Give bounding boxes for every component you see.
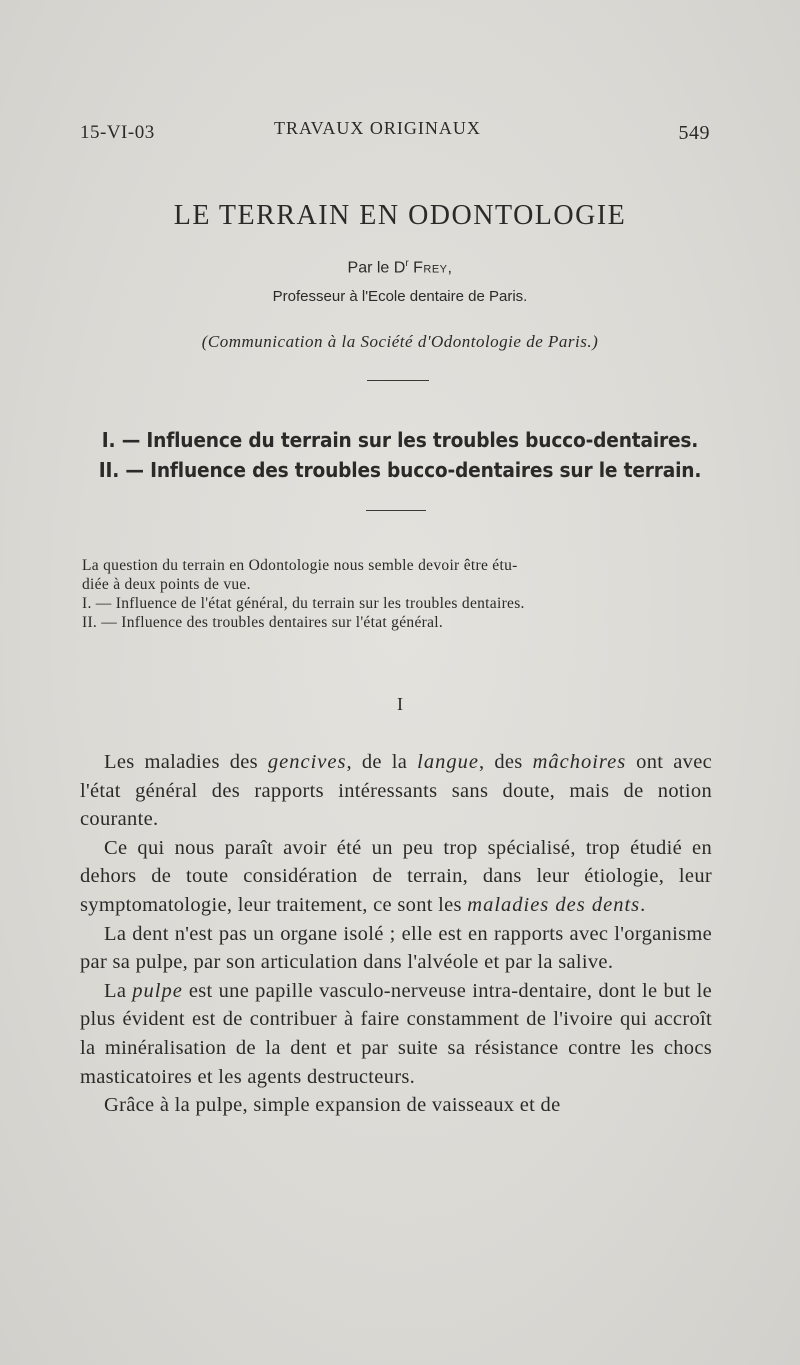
text-run: Les maladies des — [104, 751, 268, 773]
italic-term: pulpe — [132, 979, 183, 1002]
communication-note: (Communication à la Société d'Odontologie de Paris.) — [201, 332, 599, 351]
divider — [367, 380, 429, 381]
body-text — [80, 748, 712, 1120]
author-name: Frey, — [413, 259, 453, 277]
divider — [366, 510, 426, 511]
intro-line: II. — Influence des troubles dentaires sur l'état général. — [82, 614, 444, 631]
text-run: . — [640, 893, 646, 916]
author-prefix: Par le D — [347, 259, 406, 277]
author-line — [0, 258, 800, 277]
text-run: , de la — [346, 751, 418, 773]
intro-line: I. — Influence de l'état général, du terrain sur les troubles dentaires. — [82, 595, 525, 612]
page-number: 549 — [678, 122, 710, 144]
text-run: ont avec l'état général des rapports intéressants sans doute, mais de notion courante. — [80, 751, 712, 831]
paragraph — [80, 748, 712, 834]
paragraph: La dent n'est pas un organe isolé ; elle est en rapports avec l'organisme par sa pulpe, par son articulation dans l'alvéole et par la salive. — [80, 922, 712, 974]
intro-line: La question du terrain en Odontologie nous semble devoir être étu- — [82, 557, 518, 574]
author-title-sup: r — [405, 258, 409, 269]
italic-term: maladies des dents — [467, 893, 641, 916]
paragraph: Grâce à la pulpe, simple expansion de vaisseaux et de — [104, 1094, 561, 1117]
paragraph — [80, 834, 712, 920]
italic-term: langue — [417, 751, 479, 773]
text-run: Ce qui nous paraît avoir été un peu trop spécialisé, trop étudié en dehors de toute considération de terrain, dans leur étiologie, leur symptomatologie, leur traitement, ce sont les — [80, 836, 712, 916]
paragraph — [80, 977, 712, 1091]
intro-line: diée à deux points de vue. — [82, 576, 251, 593]
header-date: 15-VI-03 — [80, 122, 155, 143]
header-section: TRAVAUX ORIGINAUX — [274, 118, 481, 138]
outline-item-1: I. — Influence du terrain sur les troubles bucco-dentaires. — [101, 428, 699, 452]
author-affiliation: Professeur à l'Ecole dentaire de Paris. — [272, 288, 528, 305]
intro-block — [82, 556, 722, 632]
text-run: , des — [478, 751, 533, 773]
article-title: LE TERRAIN EN ODONTOLOGIE — [173, 200, 627, 231]
text-run: La — [104, 979, 133, 1002]
running-header — [80, 118, 710, 148]
section-heading: I — [397, 694, 403, 714]
text-run: est une papille vasculo-nerveuse intra-dentaire, dont le but le plus évident est de contribuer à faire constamment de l'ivoire qui accroît la minéralisation de la dent et par suite sa résistance contre les chocs masticatoires et les agents destructeurs. — [80, 979, 712, 1088]
italic-term: mâchoires — [532, 751, 627, 773]
outline-item-2: II. — Influence des troubles bucco-dentaires sur le terrain. — [98, 458, 702, 482]
italic-term: gencives — [267, 751, 347, 773]
